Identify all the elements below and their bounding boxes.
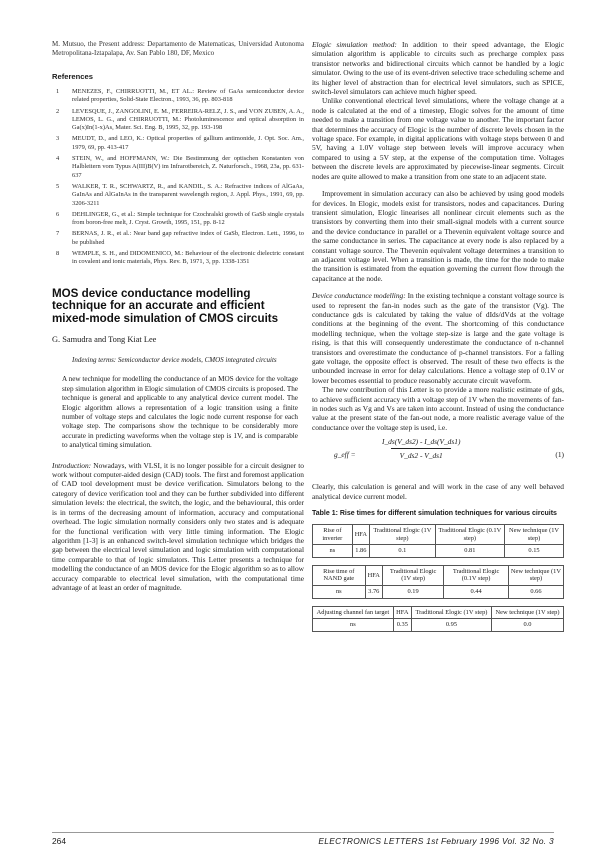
- introduction-paragraph: Introduction: Nowadays, with VLSI, it is no longer possible for a circuit designer to work without computer-aided design (CAD) tools. The first and foremost application of CAD tool development must be device verification. Simulators belong to the category of device verification tool and they can be further subdivided into different simulation levels: the electrical, the switch, the logic, and the behavioural, this order is in terms of the decreasing amount of information, accuracy and computational overhead. The logic simulation normally considers only two states and is adequate for the functional verification with very little timing information. The Elogic algorithm [1-3] is an enhanced switch-level simulation technique which bridges the gap between the electrical level simulation and logic simulation with computational time comparable to that of logic simulators. This Letter presents a technique for modelling the conductance of an MOS device for the Elogic algorithm so as to allow accuracy comparable to electrical level simulation, with the computational time advantage of at least an order of magnitude.: [52, 460, 304, 592]
- table-header: HFA: [352, 525, 369, 545]
- rise-time-table-inverter: [312, 524, 564, 558]
- table-header: New technique (1V step): [508, 565, 563, 585]
- author-affiliation: M. Mutsuo, the Present address: Departamento de Matematicas, Universidad Autonoma Metropolitana-Iztapalapa, Av. San Pablo 180, DF, Mexico: [52, 40, 304, 57]
- journal-citation: ELECTRONICS LETTERS 1st February 1996 Vol. 32 No. 3: [318, 836, 554, 846]
- table-row: ns 0.35 0.95 0.0: [313, 619, 564, 632]
- table-header: HFA: [365, 565, 382, 585]
- table-header: Rise of inverter: [313, 525, 353, 545]
- reference-item: 4 STEIN, W., and HOFFMANN, W.: Die Bestimmung der optischen Konstanten von Halbleitern vom Typus A(III)B(V) im Infrarotbereich, Z. Naturforsch., 1968, 23a, pp. 631-637: [56, 155, 304, 179]
- reference-list: [52, 88, 304, 267]
- elogic-paragraph-2: Unlike conventional electrical level simulations, where the voltage change at a node is calculated at the end of a timestep, Elogic solves for the amount of time needed to make a transition from one voltage value to another. The important factor that determines the accuracy of Elogic is the number of discrete levels chosen in the voltage space. For example, in digital applications with voltage steps between 0 and 5V, having a 1.0V voltage step between levels will improve accuracy when compared to using a 5V step, at the expense of the computation time. Voltages between the discrete levels are approximated by piecewise-linear segments. Circuit nodes are quite allowed to make a transition from one state to an adjacent state.: [312, 96, 564, 181]
- table-header: Traditional Elogic (1V step): [370, 525, 436, 545]
- table-header: Traditional Elogic (0.1V step): [444, 565, 509, 585]
- article-title: MOS device conductance modelling technique for an accurate and efficient mixed-mode simulation of CMOS circuits: [52, 286, 279, 325]
- elogic-paragraph: Elogic simulation method: In addition to their speed advantage, the Elogic simulation algorithm is applicable to circuits such as precharge complex pass transistor networks and bidirectional circuits which cannot be handled by a logic simulator. Owing to the use of its event-driven selective trace scheduling scheme and its higher level of abstraction than for electrical level simulators, such as SPICE, switch-level simulators can achieve much higher speed.: [312, 40, 565, 97]
- reference-item: 8 WEMPLE, S. H., and DIDOMENICO, M.: Behaviour of the electronic dielectric constant in covalent and ionic materials, Phys. Rev. B, 1971, 3, pp. 1338-1351: [56, 250, 304, 266]
- reference-item: 1 MENEZES, F., CHIRRUOTTI, M., ET AL.: Review of GaAs semiconductor device related properties, Solid-State Electron., 1993, 36, pp. 803-818: [56, 88, 304, 104]
- table-header: Traditional Elogic (1V step): [382, 565, 443, 585]
- reference-item: 3 MEUDT, D., and LEO, K.: Optical properties of gallium antimonide, J. Opt. Soc. Am., 1979, 69, pp. 413-417: [56, 135, 304, 151]
- table-header: New technique (1V step): [492, 606, 564, 619]
- footer-rule: [52, 832, 554, 833]
- reference-item: 6 DEHLINGER, G., et al.: Simple technique for Czochralski growth of GaSb single crystals from boron-free melt, J. Cryst. Growth, 1995, 151, pp. 8-12: [56, 210, 304, 227]
- table-row: ns 1.86 0.1 0.81 0.15: [313, 545, 564, 558]
- page-number: 264: [52, 836, 66, 846]
- new-technique-paragraph: The new contribution of this Letter is to provide a more realistic estimate of gds, to achieve sufficient accuracy with a voltage step of 1V when the movements of fan-in nodes such as Vg and Vs are taken into account. Instead of using the conductance value at the present state of the fan-out node, a more realistic average value of the conductance over the voltage step is used, i.e.: [312, 385, 564, 432]
- rise-time-table-channel: [312, 606, 564, 632]
- table-caption: Table 1: Rise times for different simulation techniques for various circuits: [312, 510, 557, 518]
- table-row: ns 3.76 0.19 0.44 0.66: [313, 586, 564, 599]
- article-authors: G. Samudra and Tong Kiat Lee: [52, 335, 157, 345]
- equation-number: (1): [555, 450, 564, 460]
- reference-item: 2 LEVESQUE, J., ZANGOLINI, E. M., FERREIRA-RELZ, J. S., and VON ZUBEN, A. A., LEMOS, L. G., and CHIRRUOTTI, M.: Photoluminescence and optical absorption in Ga(x)In(1-x)As, Mater. Sci. Eng. B, 1995, 32, pp. 193-198: [56, 107, 304, 132]
- reference-item: 5 WALKER, T. R., SCHWARTZ, R., and KANDIL, S. A.: Refractive indices of AlGaAs, GaInAs and AlGaInAs in the transparent wavelength region, J. Appl. Phys., 1991, 69, pp. 3206-3211: [56, 182, 304, 207]
- equation-1: [312, 436, 564, 476]
- conductance-label: Device conductance modelling:: [312, 291, 406, 301]
- equation-numerator: I_ds(V_ds2) - I_ds(V_ds1): [382, 437, 461, 447]
- conductance-paragraph: Device conductance modelling: In the existing technique a constant voltage source is used to represent the fan-in nodes such as the gate of the transistor (Vg). The conductance gds is calculated by taking the value of dIds/dVds at the voltage conditions at the beginning of the event. The shortcoming of this conductance modelling technique, when the voltage step-size is large and the gate voltage is rising, is that this will consequently underestimate the conductance of n-channel transistors and overestimate the conductance of p-channel transistors. For a falling gate voltage, the opposite effect is observed. The result of these two effects is the unbounded increase in error for delay calculations. Hence a voltage step of 0.1V or lower becomes essential to produce reasonably accurate circuit waveform.: [312, 291, 564, 385]
- equation-fraction: [382, 436, 460, 461]
- table-header: HFA: [393, 606, 411, 619]
- rise-time-table-nand: [312, 565, 564, 599]
- references-heading: References: [52, 72, 93, 81]
- table-header: Rise time of NAND gate: [313, 565, 366, 585]
- right-column: [312, 40, 564, 639]
- introduction-label: Introduction:: [52, 460, 92, 470]
- table-header: Traditional Elogic (1V step): [411, 606, 491, 619]
- equation-denominator: V_ds2 - V_ds1: [399, 451, 443, 461]
- left-column: [52, 40, 304, 592]
- table-header: Traditional Elogic (0.1V step): [435, 525, 504, 545]
- elogic-label: Elogic simulation method:: [312, 40, 397, 49]
- indexing-terms: Indexing terms: Semiconductor device models, CMOS integrated circuits: [72, 356, 277, 365]
- reference-item: 7 BERNAS, J. R., et al.: Near band gap refractive index of GaSb, Electron. Lett., 1996, to be published: [56, 230, 304, 246]
- page-footer: [52, 836, 554, 848]
- table-header: Adjusting channel fan target: [313, 606, 394, 619]
- elogic-paragraph-3: Improvement in simulation accuracy can also be achieved by using good models for devices. In Elogic, models exist for transistors, nodes and capacitances. During transient simulation, Elogic linearises all nonlinear circuit elements such as the transistors by converting them into their small-signal models with a current source and the device conductance in parallel or a Thevenin equivalent voltage source and the same conductance in series. The capacitance at every node is also replaced by a constant voltage source. The Thevenin equivalent voltage determines a transition to an adjacent voltage level. When a transition is made, the time for the node to make the transition is estimated from the equation governing the current flow through the capacitance at the node.: [312, 189, 564, 283]
- post-equation-paragraph: Clearly, this calculation is general and will work in the case of any well behaved analytical device current model.: [312, 482, 564, 501]
- abstract: A new technique for modelling the conductance of an MOS device for the voltage step simulation algorithm in Elogic simulation of CMOS circuits is proposed. The technique is general and applicable to any analytical device current model. The Elogic algorithm allows a representation of a logic transition using a finite number of voltage steps and calculates the logic node current response for each voltage step. The comparisons show the technique to be considerably more accurate in predicting waveforms when the voltage step is 1V, and is comparable to analytical timing simulation.: [62, 375, 298, 450]
- equation-lhs: g_eff =: [334, 450, 356, 460]
- table-header: New technique (1V step): [505, 525, 564, 545]
